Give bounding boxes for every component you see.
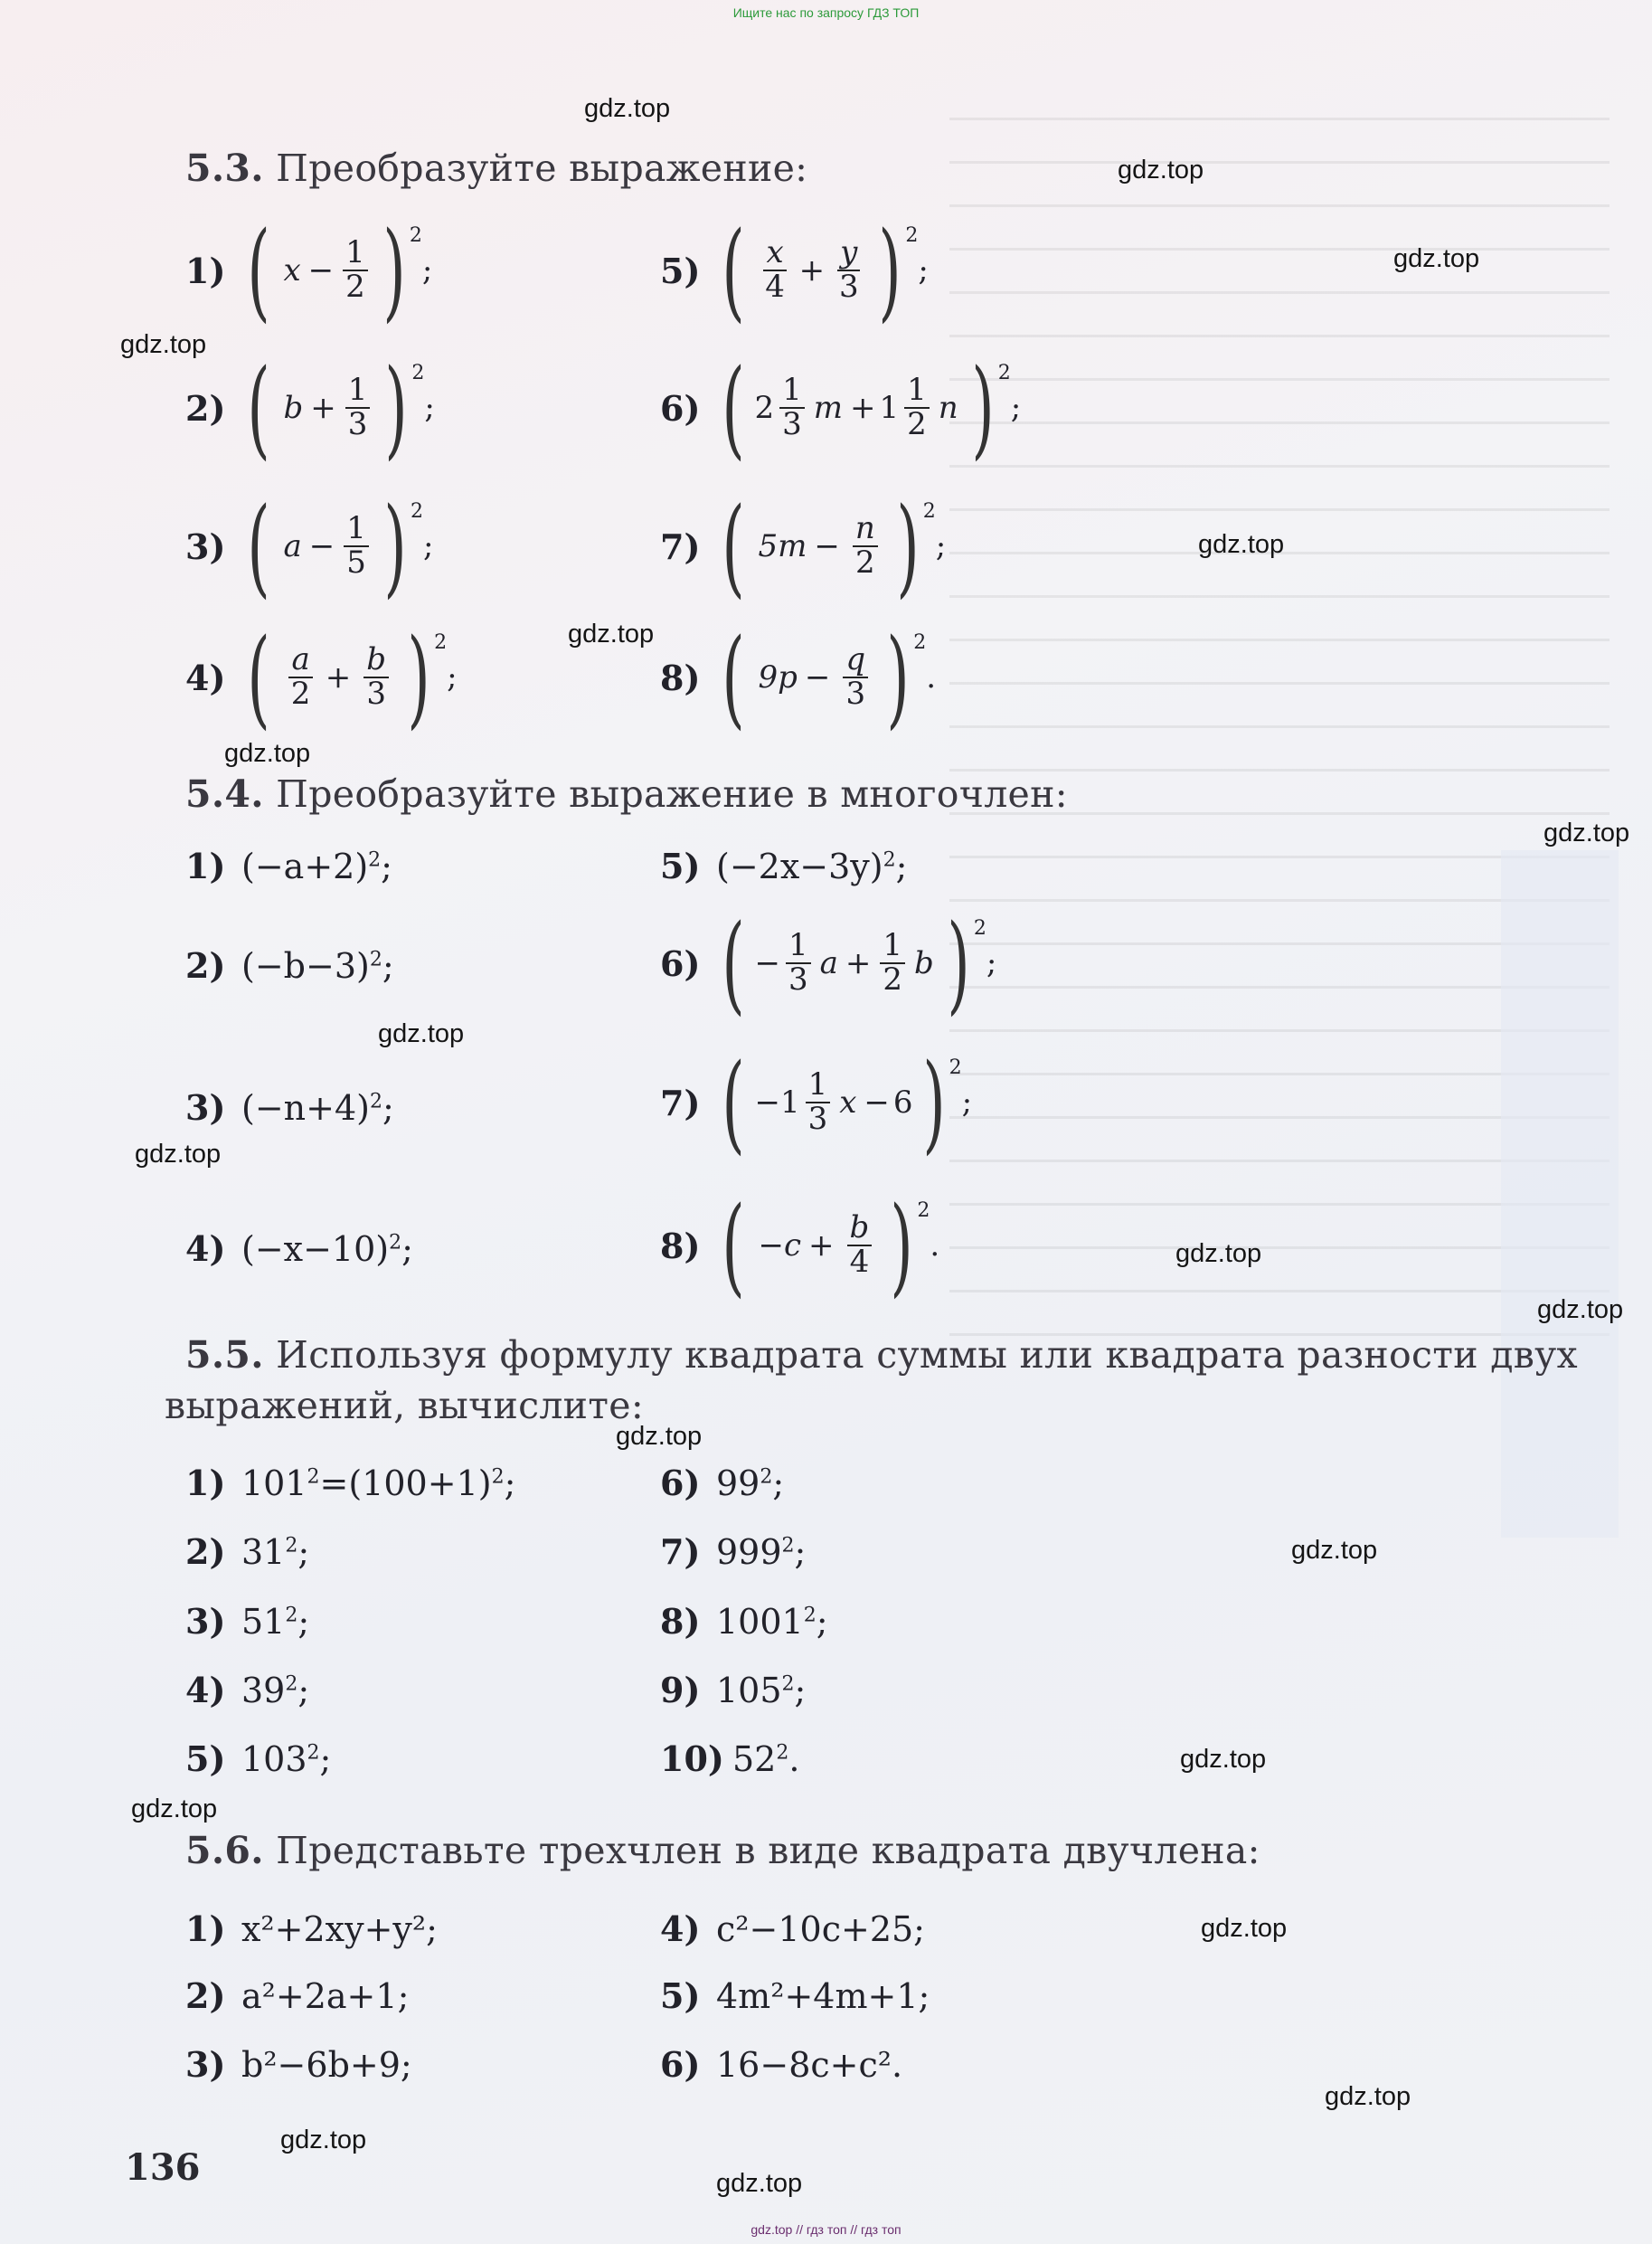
page-number: 136 xyxy=(125,2146,201,2189)
watermark: gdz.top xyxy=(120,330,207,359)
watermark: gdz.top xyxy=(378,1019,465,1048)
exercise-5-3-item-3: 3) ( a − $\frac{1}{5}$ ) 2 ; xyxy=(185,484,434,609)
exercise-5-4-item-1: 1) $(-a+2)^2$; xyxy=(185,846,392,886)
exercise-5-3-item-8: 8) ( 9p − $\frac{q}{3}$ ) 2 . xyxy=(660,615,936,740)
watermark: gdz.top xyxy=(131,1794,218,1823)
fraction: $\frac{a}{2}$ xyxy=(285,644,316,710)
fraction: $\frac{1}{2}$ xyxy=(880,930,905,996)
fraction: $\frac{1}{3}$ xyxy=(806,1069,831,1135)
exercise-5-5-item-5: 5) $103^2$; xyxy=(185,1738,332,1779)
exercise-5-5-item-4: 4) $39^2$; xyxy=(185,1670,310,1710)
exercise-5-4-item-7: 7) ( −1 $\frac{1}{3}$ x − 6 ) 2 ; xyxy=(660,1040,973,1165)
watermark: gdz.top xyxy=(1393,244,1480,273)
exercise-5-5-item-1: 1) $101^2=(100+1)^2$; xyxy=(185,1463,516,1503)
exercise-5-5-item-9: 9) $105^2$; xyxy=(660,1670,807,1710)
exercise-5-5-title: 5.5. Используя формулу квадрата суммы или квадрата разности двух выражений, вычислите: xyxy=(165,1333,1578,1427)
exercise-5-3-item-6: 6) ( 2 $\frac{1}{3}$ m + 1 $\frac{1}{2}$ n ) 2 ; xyxy=(660,346,1022,470)
exercise-5-5-item-6: 6) $99^2$; xyxy=(660,1463,785,1503)
watermark: gdz.top xyxy=(1180,1745,1267,1774)
exercise-5-5-item-8: 8) 1001$^2$; xyxy=(660,1601,828,1642)
watermark: gdz.top xyxy=(135,1140,222,1169)
watermark: gdz.top xyxy=(716,2169,803,2198)
watermark: gdz.top xyxy=(1537,1295,1624,1324)
exercise-5-4-item-2: 2) $(-b-3)^2$; xyxy=(185,945,394,986)
watermark: gdz.top xyxy=(1198,530,1285,559)
exercise-5-3-title: 5.3. Преобразуйте выражение: xyxy=(185,147,808,190)
exercise-5-6-item-4: 4) c²−10c+25; xyxy=(660,1908,925,1949)
top-banner[interactable]: Ищите нас по запросу ГДЗ ТОП xyxy=(732,5,920,20)
exercise-5-6-item-1: 1) x²+2xy+y²; xyxy=(185,1908,438,1949)
fraction: $\frac{1}{2}$ xyxy=(904,374,930,440)
exercise-5-3-item-7: 7) ( 5m − $\frac{n}{2}$ ) 2 ; xyxy=(660,484,947,609)
fraction: $\frac{1}{3}$ xyxy=(779,374,805,440)
fraction: $\frac{1}{5}$ xyxy=(344,513,369,579)
bleed-through-box xyxy=(1501,850,1619,1538)
watermark: gdz.top xyxy=(224,739,311,768)
watermark: gdz.top xyxy=(1543,819,1630,847)
watermark: gdz.top xyxy=(616,1422,703,1451)
exercise-5-6-item-2: 2) a²+2a+1; xyxy=(185,1975,410,2016)
exercise-5-3-item-1: 1) ( x − $\frac{1}{2}$ ) 2 ; xyxy=(185,208,433,333)
exercise-5-6-item-6: 6) 16−8c+c². xyxy=(660,2044,903,2085)
fraction: $\frac{n}{2}$ xyxy=(849,513,882,579)
fraction: $\frac{x}{4}$ xyxy=(765,234,785,305)
exercise-5-5-item-10: 10) $52^2$. xyxy=(660,1738,800,1779)
watermark: gdz.top xyxy=(1175,1239,1262,1268)
exercise-5-4-item-6: 6) ( − $\frac{1}{3}$ a + $\frac{1}{2}$ b ) 2 ; xyxy=(660,901,997,1026)
exercise-5-6-title: 5.6. Представьте трехчлен в виде квадрата двучлена: xyxy=(185,1829,1260,1872)
watermark: gdz.top xyxy=(1118,156,1204,185)
exercise-5-5-item-3: 3) $51^2$; xyxy=(185,1601,310,1642)
exercise-5-3-item-4: 4) ( $\frac{a}{2}$ + $\frac{b}{3}$ ) 2 ; xyxy=(185,615,458,740)
fraction: $\frac{1}{3}$ xyxy=(345,374,371,440)
watermark: gdz.top xyxy=(1291,1536,1378,1565)
watermark: gdz.top xyxy=(1201,1914,1288,1943)
fraction: $\frac{y}{3}$ xyxy=(838,234,859,305)
fraction: $\frac{b}{3}$ xyxy=(360,644,392,710)
watermark: gdz.top xyxy=(568,620,655,649)
exercise-5-3-item-2: 2) ( b + $\frac{1}{3}$ ) 2 ; xyxy=(185,346,435,470)
exercise-5-4-item-8: 8) ( −c + $\frac{b}{4}$ ) 2 . xyxy=(660,1183,940,1308)
watermark: gdz.top xyxy=(584,94,671,123)
exercise-5-4-item-4: 4) $(-x-10)^2$; xyxy=(185,1228,413,1269)
exercise-5-4-title: 5.4. Преобразуйте выражение в многочлен: xyxy=(185,772,1068,816)
exercise-5-6-item-5: 5) 4m²+4m+1; xyxy=(660,1975,930,2016)
watermark: gdz.top xyxy=(280,2126,367,2154)
exercise-5-4-item-5: 5) $(-2x-3y)^2$; xyxy=(660,846,908,886)
watermark: gdz.top xyxy=(1325,2082,1411,2111)
exercise-5-5-item-2: 2) $31^2$; xyxy=(185,1531,310,1572)
exercise-5-6-item-3: 3) b²−6b+9; xyxy=(185,2044,412,2085)
exercise-5-3-item-5: 5) ( $\frac{x}{4}$ + $\frac{y}{3}$ ) 2 ; xyxy=(660,208,929,333)
fraction: $\frac{1}{3}$ xyxy=(786,930,811,996)
fraction: $\frac{b}{4}$ xyxy=(844,1212,876,1278)
bottom-banner[interactable]: gdz.top // гдз топ // гдз топ xyxy=(750,2222,902,2237)
exercise-5-4-item-3: 3) $(-n+4)^2$; xyxy=(185,1087,394,1128)
exercise-5-5-item-7: 7) $999^2$; xyxy=(660,1531,807,1572)
fraction: $\frac{q}{3}$ xyxy=(839,644,872,710)
fraction: $\frac{1}{2}$ xyxy=(343,237,368,303)
